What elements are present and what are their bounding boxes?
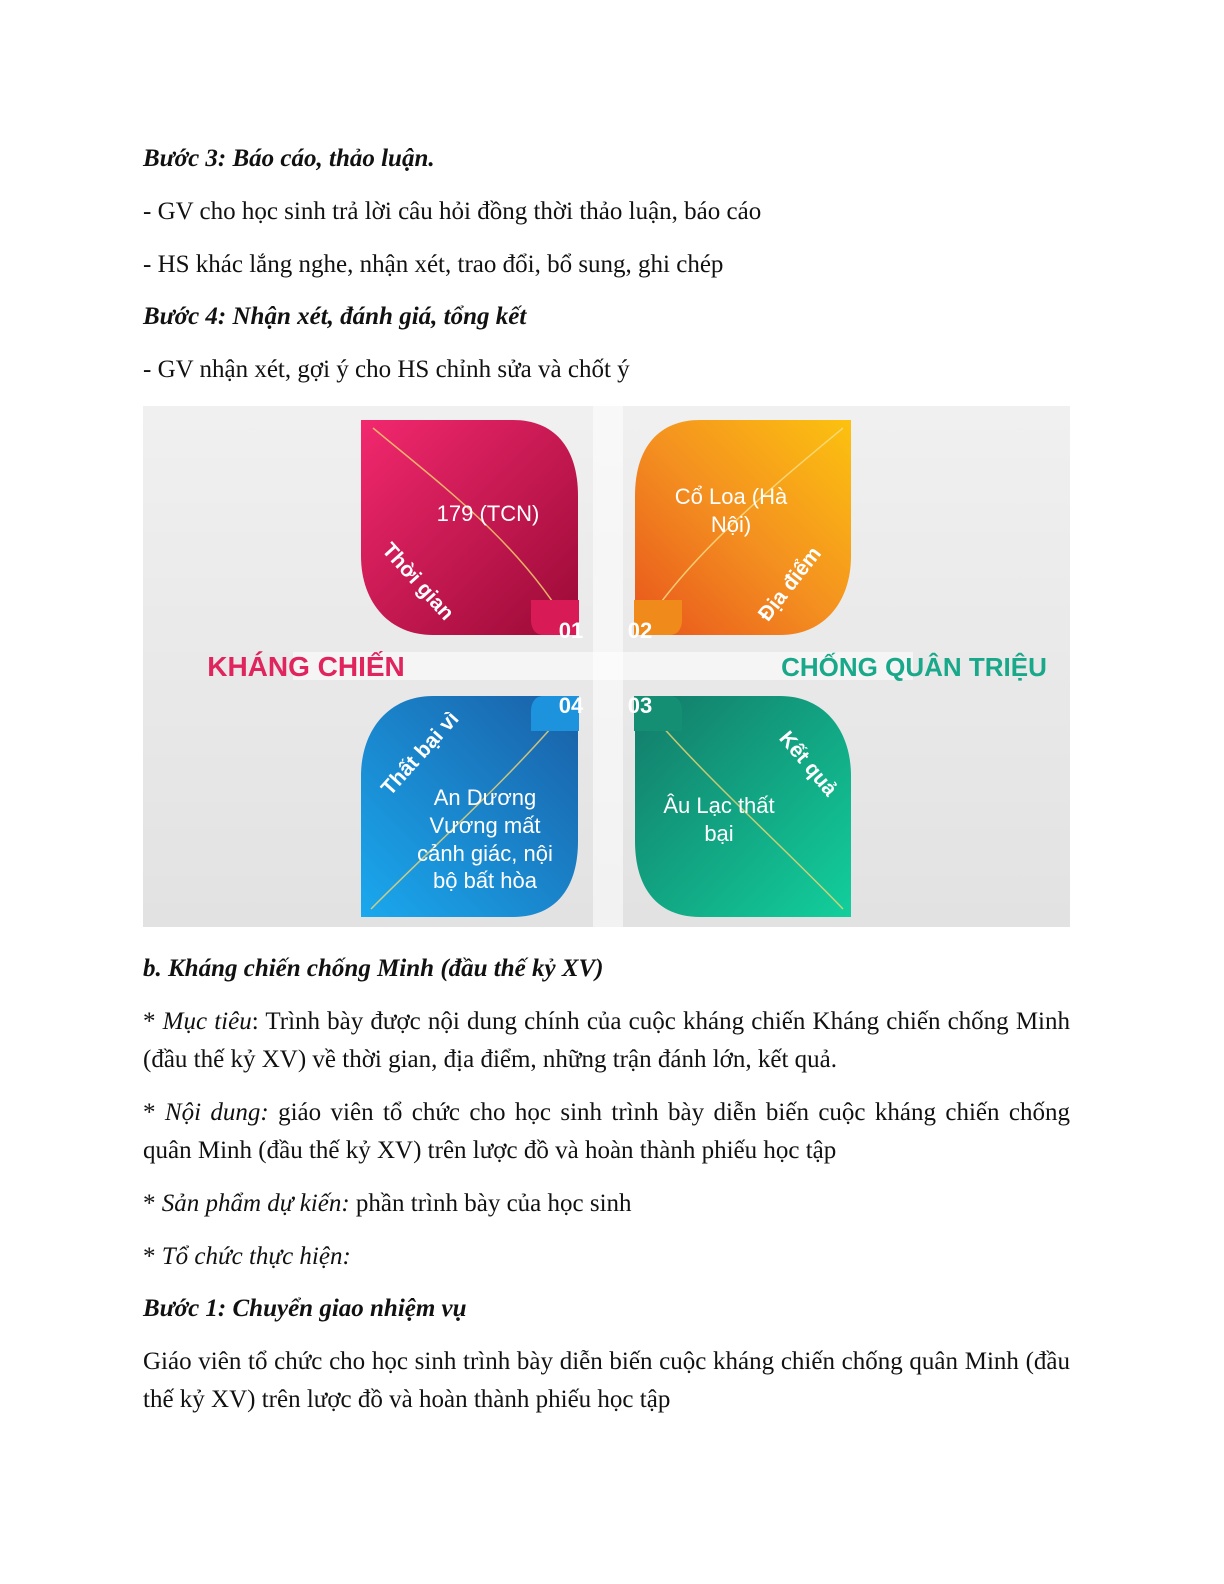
- product-paragraph: * Sản phẩm dự kiến: phần trình bày của học sinh: [143, 1190, 632, 1217]
- product-label: Sản phẩm dự kiến:: [161, 1190, 350, 1217]
- objective-text: : Trình bày được nội dung chính của cuộc kháng chiến Kháng chiến chống Minh (đầu thế kỷ XV) về thời gian, địa điểm, những trận đánh lớn, kết quả.: [143, 1008, 1071, 1073]
- content-text: giáo viên tổ chức cho học sinh trình bày diễn biến cuộc kháng chiến chống quân Minh (đầu thế kỷ XV) trên lược đồ và hoàn thành phiếu học tập: [143, 1099, 1070, 1164]
- petal-result: [628, 693, 851, 917]
- petal-reason: [361, 693, 584, 917]
- step4-heading: Bước 4: Nhận xét, đánh giá, tổng kết: [143, 303, 527, 330]
- petal-reason-content-3: cảnh giác, nội: [417, 841, 553, 866]
- petal-reason-label: Thất bại vì: [376, 707, 464, 800]
- content-paragraph: * Nội dung: giáo viên tổ chức cho học sinh trình bày diễn biến cuộc kháng chiến chống quân Minh (đầu thế kỷ XV) trên lược đồ và hoàn thành phiếu học tập: [143, 1099, 1070, 1164]
- petal-result-content-1: Âu Lạc thất: [663, 793, 775, 818]
- organization-paragraph: * Tổ chức thực hiện:: [143, 1243, 351, 1270]
- step4-line-1: - GV nhận xét, gợi ý cho HS chỉnh sửa và chốt ý: [143, 356, 630, 383]
- petal-reason-number: 04: [558, 693, 584, 718]
- content-label: Nội dung:: [164, 1099, 269, 1126]
- petal-time: [361, 420, 583, 643]
- resistance-diagram: [143, 406, 1070, 927]
- petal-place-content-2: Nội): [710, 512, 752, 537]
- product-text: phần trình bày của học sinh: [349, 1190, 632, 1217]
- petal-place-label: Địa điểm: [753, 542, 826, 626]
- step1-heading: Bước 1: Chuyển giao nhiệm vụ: [143, 1295, 467, 1322]
- petal-time-label: Thời gian: [377, 538, 459, 625]
- petal-place-content-1: Cổ Loa (Hà: [674, 484, 788, 509]
- step3-line-2: - HS khác lắng nghe, nhận xét, trao đổi, bổ sung, ghi chép: [143, 251, 724, 278]
- petal-reason-content-1: An Dương: [433, 785, 537, 810]
- section-b-heading: b. Kháng chiến chống Minh (đầu thế kỷ XV): [143, 955, 604, 982]
- petal-reason-content-2: Vương mất: [429, 813, 541, 838]
- objective-paragraph: * Mục tiêu: Trình bày được nội dung chính của cuộc kháng chiến Kháng chiến chống Minh (đầu thế kỷ XV) về thời gian, địa điểm, những trận đánh lớn, kết quả.: [143, 1008, 1071, 1073]
- petal-reason-content-4: bộ bất hòa: [433, 868, 537, 893]
- petal-result-number: 03: [627, 693, 653, 718]
- step3-line-1: - GV cho học sinh trả lời câu hỏi đồng thời thảo luận, báo cáo: [143, 198, 762, 225]
- petal-result-content-2: bại: [704, 821, 734, 846]
- objective-label: Mục tiêu: [162, 1008, 252, 1035]
- diagram-right-title: CHỐNG QUÂN TRIỆU: [781, 652, 1047, 682]
- diagram-left-title: KHÁNG CHIẾN: [207, 651, 405, 682]
- step3-heading: Bước 3: Báo cáo, thảo luận.: [143, 145, 435, 172]
- petal-place-number: 02: [627, 618, 653, 643]
- petal-time-content: 179 (TCN): [436, 501, 540, 526]
- petal-place: [628, 420, 851, 643]
- petal-result-label: Kết quả: [774, 726, 842, 801]
- organization-label: Tổ chức thực hiện:: [161, 1243, 351, 1270]
- step1-paragraph: Giáo viên tổ chức cho học sinh trình bày diễn biến cuộc kháng chiến chống quân Minh (đầu thế kỷ XV) trên lược đồ và hoàn thành phiếu học tập: [143, 1348, 1070, 1413]
- petal-time-number: 01: [558, 618, 584, 643]
